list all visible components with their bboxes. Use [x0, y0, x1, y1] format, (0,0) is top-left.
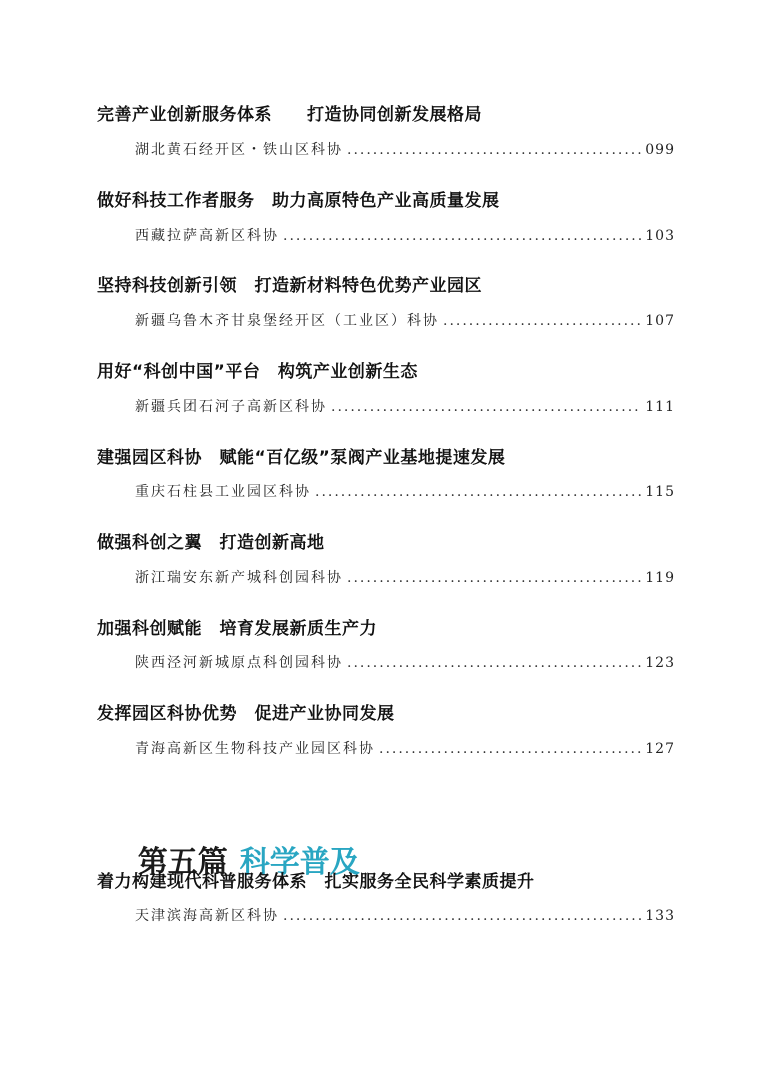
toc-entry-title[interactable]: 发挥园区科协优势 促进产业协同发展 [97, 704, 395, 724]
toc-entry-page-number: 123 [645, 655, 675, 671]
toc-entry-organization: 新疆兵团石河子高新区科协 [135, 399, 327, 415]
toc-entry-title[interactable]: 建强园区科协 赋能“百亿级”泵阀产业基地提速发展 [97, 448, 506, 468]
toc-entry-page-number: 127 [645, 741, 675, 757]
dot-leader [379, 739, 641, 759]
toc-entry-line[interactable] [135, 140, 675, 160]
toc-entry-title[interactable]: 做强科创之翼 打造创新高地 [97, 533, 325, 553]
toc-entry-organization: 天津滨海高新区科协 [135, 908, 279, 924]
dot-leader [283, 226, 641, 246]
toc-entry-title[interactable]: 加强科创赋能 培育发展新质生产力 [97, 619, 377, 639]
toc-entry-page-number: 119 [645, 570, 675, 586]
toc-entry-line[interactable] [135, 568, 675, 588]
toc-entry-page-number: 115 [645, 484, 675, 500]
toc-entry-title[interactable]: 做好科技工作者服务 助力高原特色产业高质量发展 [97, 191, 500, 211]
toc-entry-line[interactable] [135, 739, 675, 759]
toc-entry-page-number: 107 [645, 313, 675, 329]
dot-leader [331, 397, 641, 417]
toc-entry-organization: 陕西泾河新城原点科创园科协 [135, 655, 343, 671]
toc-entry-organization: 青海高新区生物科技产业园区科协 [135, 741, 375, 757]
toc-entry-line[interactable] [135, 653, 675, 673]
part-name: 科学普及 [239, 845, 360, 880]
dot-leader [283, 906, 641, 926]
part-number: 第五篇 [137, 845, 228, 880]
toc-entry-line[interactable] [135, 311, 675, 331]
toc-entry-organization: 新疆乌鲁木齐甘泉堡经开区（工业区）科协 [135, 313, 439, 329]
toc-entry-title[interactable]: 完善产业创新服务体系 打造协同创新发展格局 [97, 105, 482, 125]
dot-leader [347, 568, 641, 588]
toc-entry-line[interactable] [135, 906, 675, 926]
toc-entry-organization: 西藏拉萨高新区科协 [135, 228, 279, 244]
toc-entry-organization: 湖北黄石经开区・铁山区科协 [135, 142, 343, 158]
dot-leader [443, 311, 641, 331]
toc-entry-page-number: 133 [645, 908, 675, 924]
toc-entry-title[interactable]: 用好“科创中国”平台 构筑产业创新生态 [97, 362, 418, 382]
toc-entry-page-number: 111 [645, 399, 675, 415]
part-heading[interactable] [96, 806, 360, 920]
toc-entry-title[interactable]: 着力构建现代科普服务体系 扎实服务全民科学素质提升 [97, 872, 535, 892]
dot-leader [347, 653, 641, 673]
toc-entry-organization: 重庆石柱县工业园区科协 [135, 484, 311, 500]
toc-entry-line[interactable] [135, 226, 675, 246]
toc-entry-line[interactable] [135, 397, 675, 417]
dot-leader [347, 140, 641, 160]
dot-leader [315, 482, 641, 502]
toc-entry-page-number: 103 [645, 228, 675, 244]
toc-entry-organization: 浙江瑞安东新产城科创园科协 [135, 570, 343, 586]
toc-entry-title[interactable]: 坚持科技创新引领 打造新材料特色优势产业园区 [97, 276, 482, 296]
toc-entry-page-number: 099 [645, 142, 675, 158]
toc-entry-line[interactable] [135, 482, 675, 502]
